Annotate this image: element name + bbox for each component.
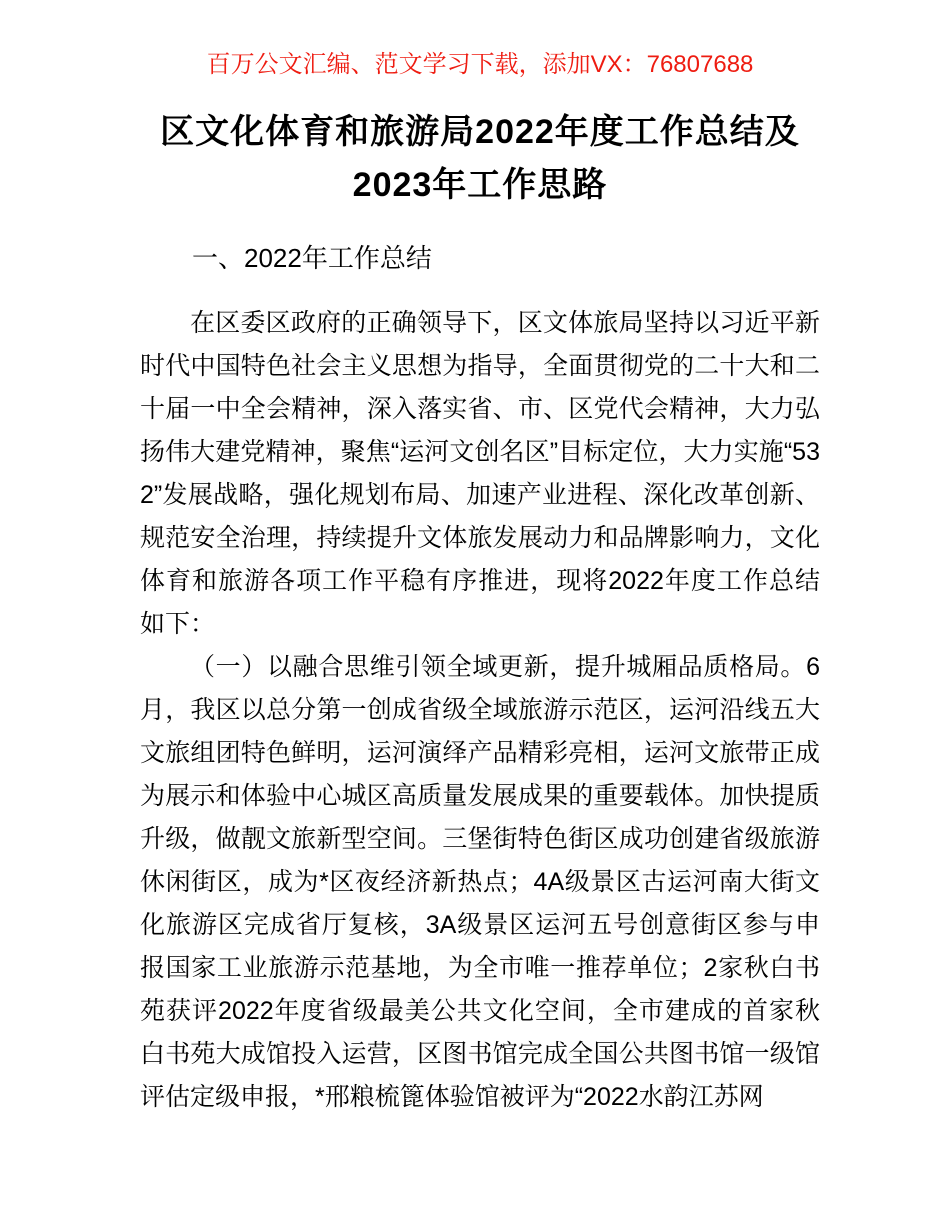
section-heading-2022-summary: 一、2022年工作总结 bbox=[192, 242, 432, 273]
document-body bbox=[140, 302, 820, 1119]
document-title-line-2: 2023年工作思路 bbox=[352, 166, 608, 204]
paragraph-intro: 在区委区政府的正确领导下，区文体旅局坚持以习近平新时代中国特色社会主义思想为指导，全面贯彻党的二十大和二十届一中全会精神，深入落实省、市、区党代会精神，大力弘扬伟大建党精神，聚焦“运河文创名区”目标定位，大力实施“532”发展战略，强化规划布局、加速产业进程、深化改革创新、规范安全治理，持续提升文体旅发展动力和品牌影响力，文化体育和旅游各项工作平稳有序推进，现将2022年度工作总结如下： bbox=[140, 309, 820, 639]
promo-notice-text: 百万公文汇编、范文学习下载，添加VX：76807688 bbox=[206, 51, 754, 78]
document-title-line-1: 区文化体育和旅游局2022年度工作总结及 bbox=[160, 113, 800, 151]
document-title bbox=[140, 106, 820, 212]
paragraph-section-one: （一）以融合思维引领全域更新，提升城厢品质格局。6月，我区以总分第一创成省级全域旅游示范区，运河沿线五大文旅组团特色鲜明，运河演绎产品精彩亮相，运河文旅带正成为展示和体验中心城区高质量发展成果的重要载体。加快提质升级，做靓文旅新型空间。三堡街特色街区成功创建省级旅游休闲街区，成为*区夜经济新热点；4A级景区古运河南大街文化旅游区完成省厅复核，3A级景区运河五号创意街区参与申报国家工业旅游示范基地，为全市唯一推荐单位；2家秋白书苑获评2022年度省级最美公共文化空间，全市建成的首家秋白书苑大成馆投入运营，区图书馆完成全国公共图书馆一级馆评估定级申报，*邢粮梳篦体验馆被评为“2022水韵江苏网 bbox=[140, 653, 820, 1112]
